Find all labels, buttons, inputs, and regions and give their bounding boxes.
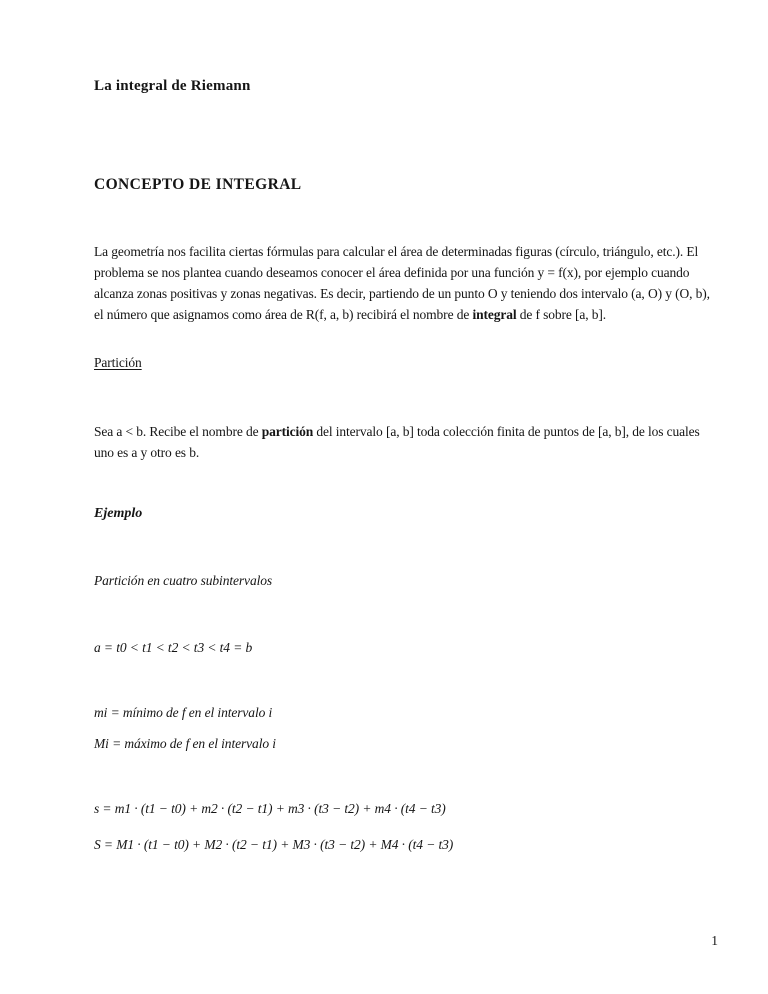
intro-paragraph-text-after: de f sobre [a, b]. — [516, 307, 607, 322]
partition-formula: a = t0 < t1 < t2 < t3 < t4 = b — [94, 640, 253, 655]
particion-paragraph-text-after: del intervalo [a, b] toda colección finita de puntos de [a, b], de los cuales uno es a y otro es b. — [94, 424, 700, 460]
section-heading-concepto: CONCEPTO DE INTEGRAL — [94, 176, 302, 193]
particion-paragraph — [94, 421, 718, 463]
upper-sum-formula: S = M1 · (t1 − t0) + M2 · (t2 − t1) + M3 · (t3 − t2) + M4 · (t4 − t3) — [94, 837, 454, 852]
intro-paragraph — [94, 241, 718, 325]
lower-sum-formula: s = m1 · (t1 − t0) + m2 · (t2 − t1) + m3 · (t3 − t2) + m4 · (t4 − t3) — [94, 801, 446, 816]
particion-heading: Partición — [94, 355, 142, 370]
particion-paragraph-bold-word: partición — [261, 424, 314, 439]
page-number: 1 — [711, 933, 718, 948]
maximum-definition: Mi = máximo de f en el intervalo i — [94, 736, 276, 751]
intro-paragraph-bold-word: integral — [472, 307, 517, 322]
ejemplo-heading: Ejemplo — [94, 506, 143, 521]
document-title: La integral de Riemann — [94, 78, 251, 94]
intro-paragraph-text: La geometría nos facilita ciertas fórmulas para calcular el área de determinadas figuras (círculo, triángulo, etc.). El problema se nos plantea cuando deseamos conocer el área definida por una función y = f(x), por ejemplo cuando alcanza zonas positivas y zonas negativas. Es decir, partiendo de un punto O y teniendo dos intervalo (a, O) y (O, b), el número que asignamos como área de R(f, a, b) recibirá el nombre de — [94, 244, 710, 322]
particion-paragraph-text: Sea a < b. Recibe el nombre de — [94, 424, 262, 439]
example-subtitle: Partición en cuatro subintervalos — [94, 573, 273, 588]
minimum-definition: mi = mínimo de f en el intervalo i — [94, 705, 273, 720]
